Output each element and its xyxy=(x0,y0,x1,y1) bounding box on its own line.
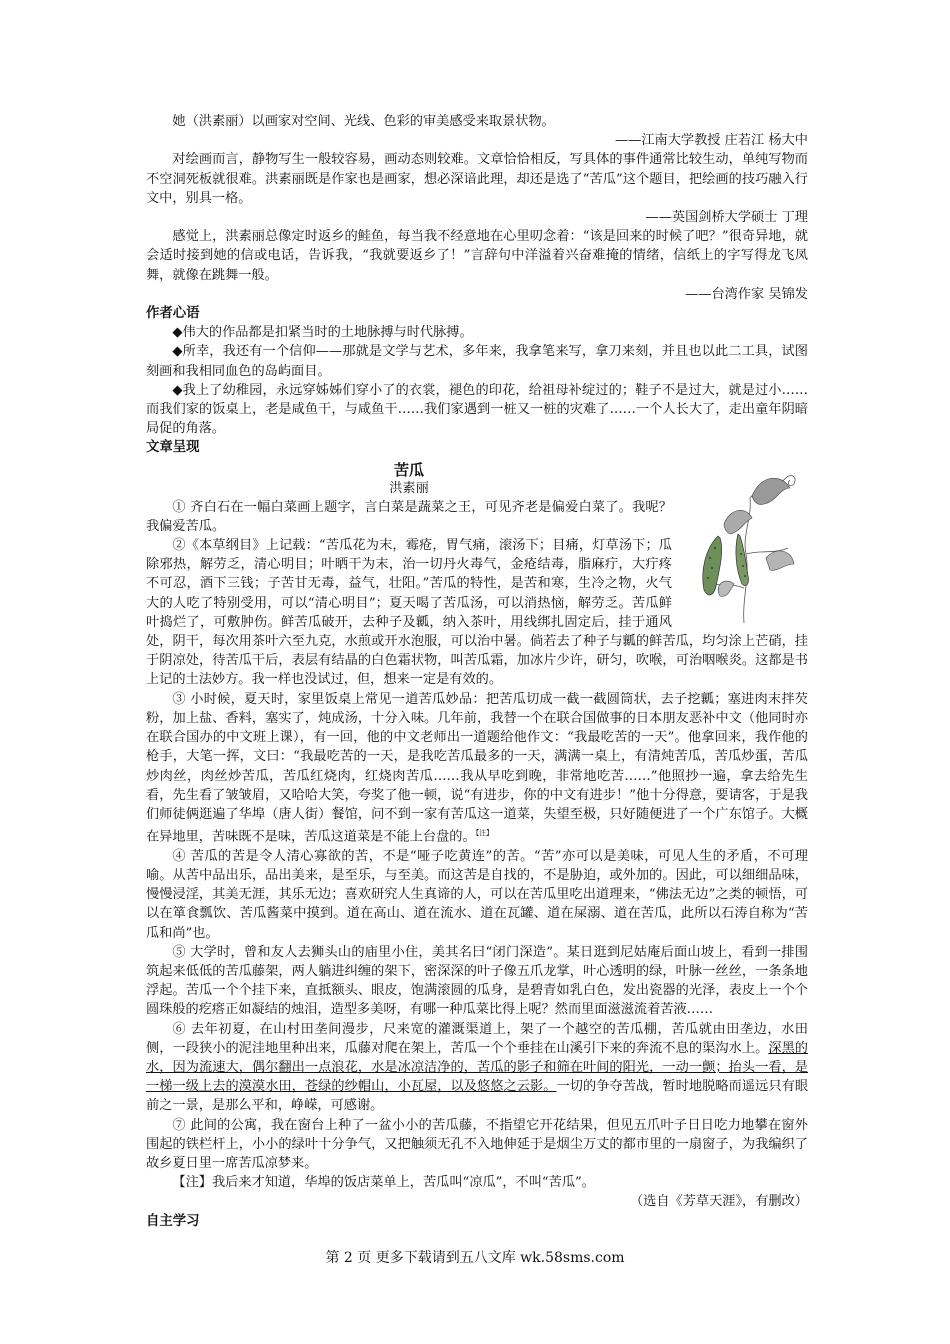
article-title: 苦瓜 xyxy=(393,460,424,479)
author-quote-1: ◆伟大的作品都是扣紧当时的土地脉搏与时代脉搏。 xyxy=(172,325,473,341)
author-quote-3: ◆我上了幼稚园，永远穿姊姊们穿小了的衣裳，褪色的印花，给祖母补绽过的；鞋子不是过大，就是过小……而我们家的饭桌上，老是咸鱼干，与咸鱼干……我们家遇到一桩又一桩的灾难了……一个人长大了，走出童年阴暗局促的角落。 xyxy=(146,382,808,437)
self-study-heading: 自主学习 xyxy=(146,1213,200,1229)
comment-3-signature: ——台湾作家 吴锦发 xyxy=(685,286,808,302)
bitter-melon-drawing-icon xyxy=(680,458,808,626)
article-paragraph-2: ②《本草纲目》上记载：“苦瓜花为末，霉疮，胃气痛，滚汤下；目痛，灯草汤下；瓜除邪热，解劳乏，清心明目；叶晒干为末，治一切丹火毒气，金疮结毒，脂麻疔，大疔疼不可忍，酒下三钱；子苦甘无毒，益气，壮阳。”苦瓜的特性，是苦和寒，生冷之物，火气大的人吃了特别受用，可以“清心明目”；夏天喝了苦瓜汤，可以消热恼，解劳乏。苦瓜鲜叶捣烂了，可敷肿伤。鲜苦瓜破开，去种子及瓤，纳入茶叶，用线绑扎固定后，挂于通风处，阴干，每次用茶叶六至九克，水煎或开水泡服，可以治中暑。倘若去了种子与瓤的鲜苦瓜，均匀涂上芒硝，挂于阴凉处，待苦瓜干后，表层有结晶的白色霜状物，叫苦瓜霜，加冰片少许，研匀，吹喉，可治咽喉炎。这都是书上记的土法妙方。我一样也没试过，但，想来一定是有效的。 xyxy=(146,538,808,688)
article-paragraph-7: ⑦ 此间的公寓，我在窗台上种了一盆小小的苦瓜藤，不指望它开花结果，但见五爪叶子日日吃力地攀在窗外围起的铁栏杆上，小小的绿叶十分争气，又把触须无孔不入地伸延于是烟尘万丈的都市里的一扇窗子，为我编织了故乡夏日里一席苦瓜凉梦来。 xyxy=(146,1117,808,1171)
paragraph-6-part-1: ⑥ 去年初夏，在山村田垄间漫步，尺来宽的灌溉渠道上，架了一个越空的苦瓜棚，苦瓜就由田垄边，水田侧，一段狭小的泥洼地里种出来，瓜藤对爬在架上，苦瓜一个个垂挂在山溪引下来的奔流不息的渠沟水上。 xyxy=(146,1021,808,1056)
note-marker: 【注】 xyxy=(475,829,494,838)
comment-1-signature: ——江南大学教授 庄若江 杨大中 xyxy=(614,133,808,149)
paragraph-6-part-3: 一切的争夺苦战，暂时地脱略而遥远只有眼前之一景，是那么平和，峥嵘，可感谢。 xyxy=(146,1079,809,1114)
author-quote-2: ◆所幸，我还有一个信仰——那就是文学与艺术，多年来，我拿笔来写，拿刀来刻，并且也以此二工具，试图刻画和我相同血色的岛屿面目。 xyxy=(146,344,808,379)
article-paragraph-6 xyxy=(146,1020,808,1116)
article-paragraph-3-text: ③ 小时候，夏天时，家里饭桌上常见一道苦瓜妙品：把苦瓜切成一截一截圆筒状，去子挖瓤；塞进肉末拌芡粉，加上盐、香料，塞实了，炖成汤，十分入味。几年前，我替一个在联合国做事的日本朋友恶补中文（他同时亦在联合国办的中文班上课），有一回，他的中文老师出一道题给他作文：“我最吃苦的一天”。他拿回来，我作他的枪手，大笔一挥，文曰：“我最吃苦的一天，是我吃苦瓜最多的一天，满满一桌上，有清炖苦瓜，苦瓜炒蛋，苦瓜炒肉丝，肉丝炒苦瓜，苦瓜红烧肉，红烧肉苦瓜……我从早吃到晚，非常地吃苦……”他照抄一遍，拿去给先生看，先生看了皱皱眉，又哈哈大笑，夸奖了他一顿，说“有进步，你的中文有进步！”他十分得意，要请客，于是我们师徒俩逛遍了华埠（唐人街）餐馆，问不到一家有苦瓜这一道菜，失望至极，只好随便进了一个广东馆子。大概在异地里，苦味既不是味，苦瓜这道菜是不能上台盘的。 xyxy=(146,691,808,845)
article-paragraph-4: ④ 苦瓜的苦是令人清心寡欲的苦，不是“哑子吃黄连”的苦。“苦”亦可以是美味，可见人生的矛盾，不可理喻。从苦中品出乐，品出美来，是至乐，与至美。而这苦是自找的，不是胁迫，或外加的。因此，可以细细品味，慢慢浸淫，其美无涯，其乐无边；喜欢研究人生真谛的人，可以在苦瓜里吃出道理来，“佛法无边”之类的顿悟，可以在箪食瓢饮、苦瓜酱菜中摸到。道在高山、道在流水、道在瓦罐、道在屎溺、道在苦瓜，此所以石涛自称为“苦瓜和尚”也。 xyxy=(146,848,808,941)
article-note: 【注】我后来才知道，华埠的饭店菜单上，苦瓜叫“凉瓜”，不叫“苦瓜”。 xyxy=(172,1175,595,1191)
paragraph-6-underlined: 深黑的水，因为流速大，偶尔翻出一点浪花，水是冰凉洁净的，苦瓜的影子和筛在叶间的阳光，一动一颤；抬头一看，是一梯一级上去的漠漠水田，苍绿的纱帽山，小瓦屋，以及悠悠之云影。 xyxy=(146,1040,808,1095)
article-paragraph-1: ① 齐白石在一幅白菜画上题字，言白菜是蔬菜之王，可见齐老是偏爱白菜了。我呢？我偏爱苦瓜。 xyxy=(146,499,672,534)
article-paragraph-3 xyxy=(146,690,808,847)
document-body xyxy=(146,112,808,1231)
article-paragraph-5: ⑤ 大学时，曾和友人去狮头山的庙里小住，美其名曰“闭门深造”。某日逛到尼姑庵后面山坡上，看到一排围筑起来低低的苦瓜藤架，两人躺进纠缠的架下，密深深的叶子像五爪龙掌，叶心透明的绿，叶脉一丝丝，一条条地浮起。苦瓜一个个挂下来，直抵额头、眼皮，饱满滚圆的瓜身，是碧青如乳白色，发出瓷器的光泽，表皮上一个个圆珠般的疙瘩正如凝结的烛泪，造型多美呀，有哪一种瓜菜比得上呢？然而里面滋滋流着苦液…… xyxy=(146,944,808,1018)
article-author: 洪素丽 xyxy=(389,480,429,496)
article-heading: 文章呈现 xyxy=(146,440,200,456)
comment-3: 感觉上，洪素丽总像定时返乡的鲑鱼，每当我不经意地在心里叨念着：“该是回来的时候了吧？”很奇异地，就会适时接到她的信或电话，告诉我，“我就要返乡了！”言辞句中洋溢着兴奋难掩的情绪，信纸上的字写得龙飞凤舞，就像在跳舞一般。 xyxy=(146,229,808,283)
bitter-melon-illustration xyxy=(680,458,808,626)
article-source: （选自《芳草天涯》，有删改） xyxy=(629,1194,808,1210)
comment-2: 对绘画而言，静物写生一般较容易，画动态则较难。文章恰恰相反，写具体的事件通常比较生动，单纯写物而不空洞死板就很难。洪素丽既是作家也是画家，想必深谙此理，却还是选了“苦瓜”这个题目，把绘画的技巧融入行文中，别具一格。 xyxy=(146,152,808,206)
author-heading: 作者心语 xyxy=(146,306,200,322)
comment-2-signature: ——英国剑桥大学硕士 丁理 xyxy=(645,210,808,226)
comment-1: 她（洪素丽）以画家对空间、光线、色彩的审美感受来取景状物。 xyxy=(172,114,555,129)
page-footer: 第 2 页 更多下载请到五八文库 wk.58sms.com xyxy=(325,1250,625,1266)
